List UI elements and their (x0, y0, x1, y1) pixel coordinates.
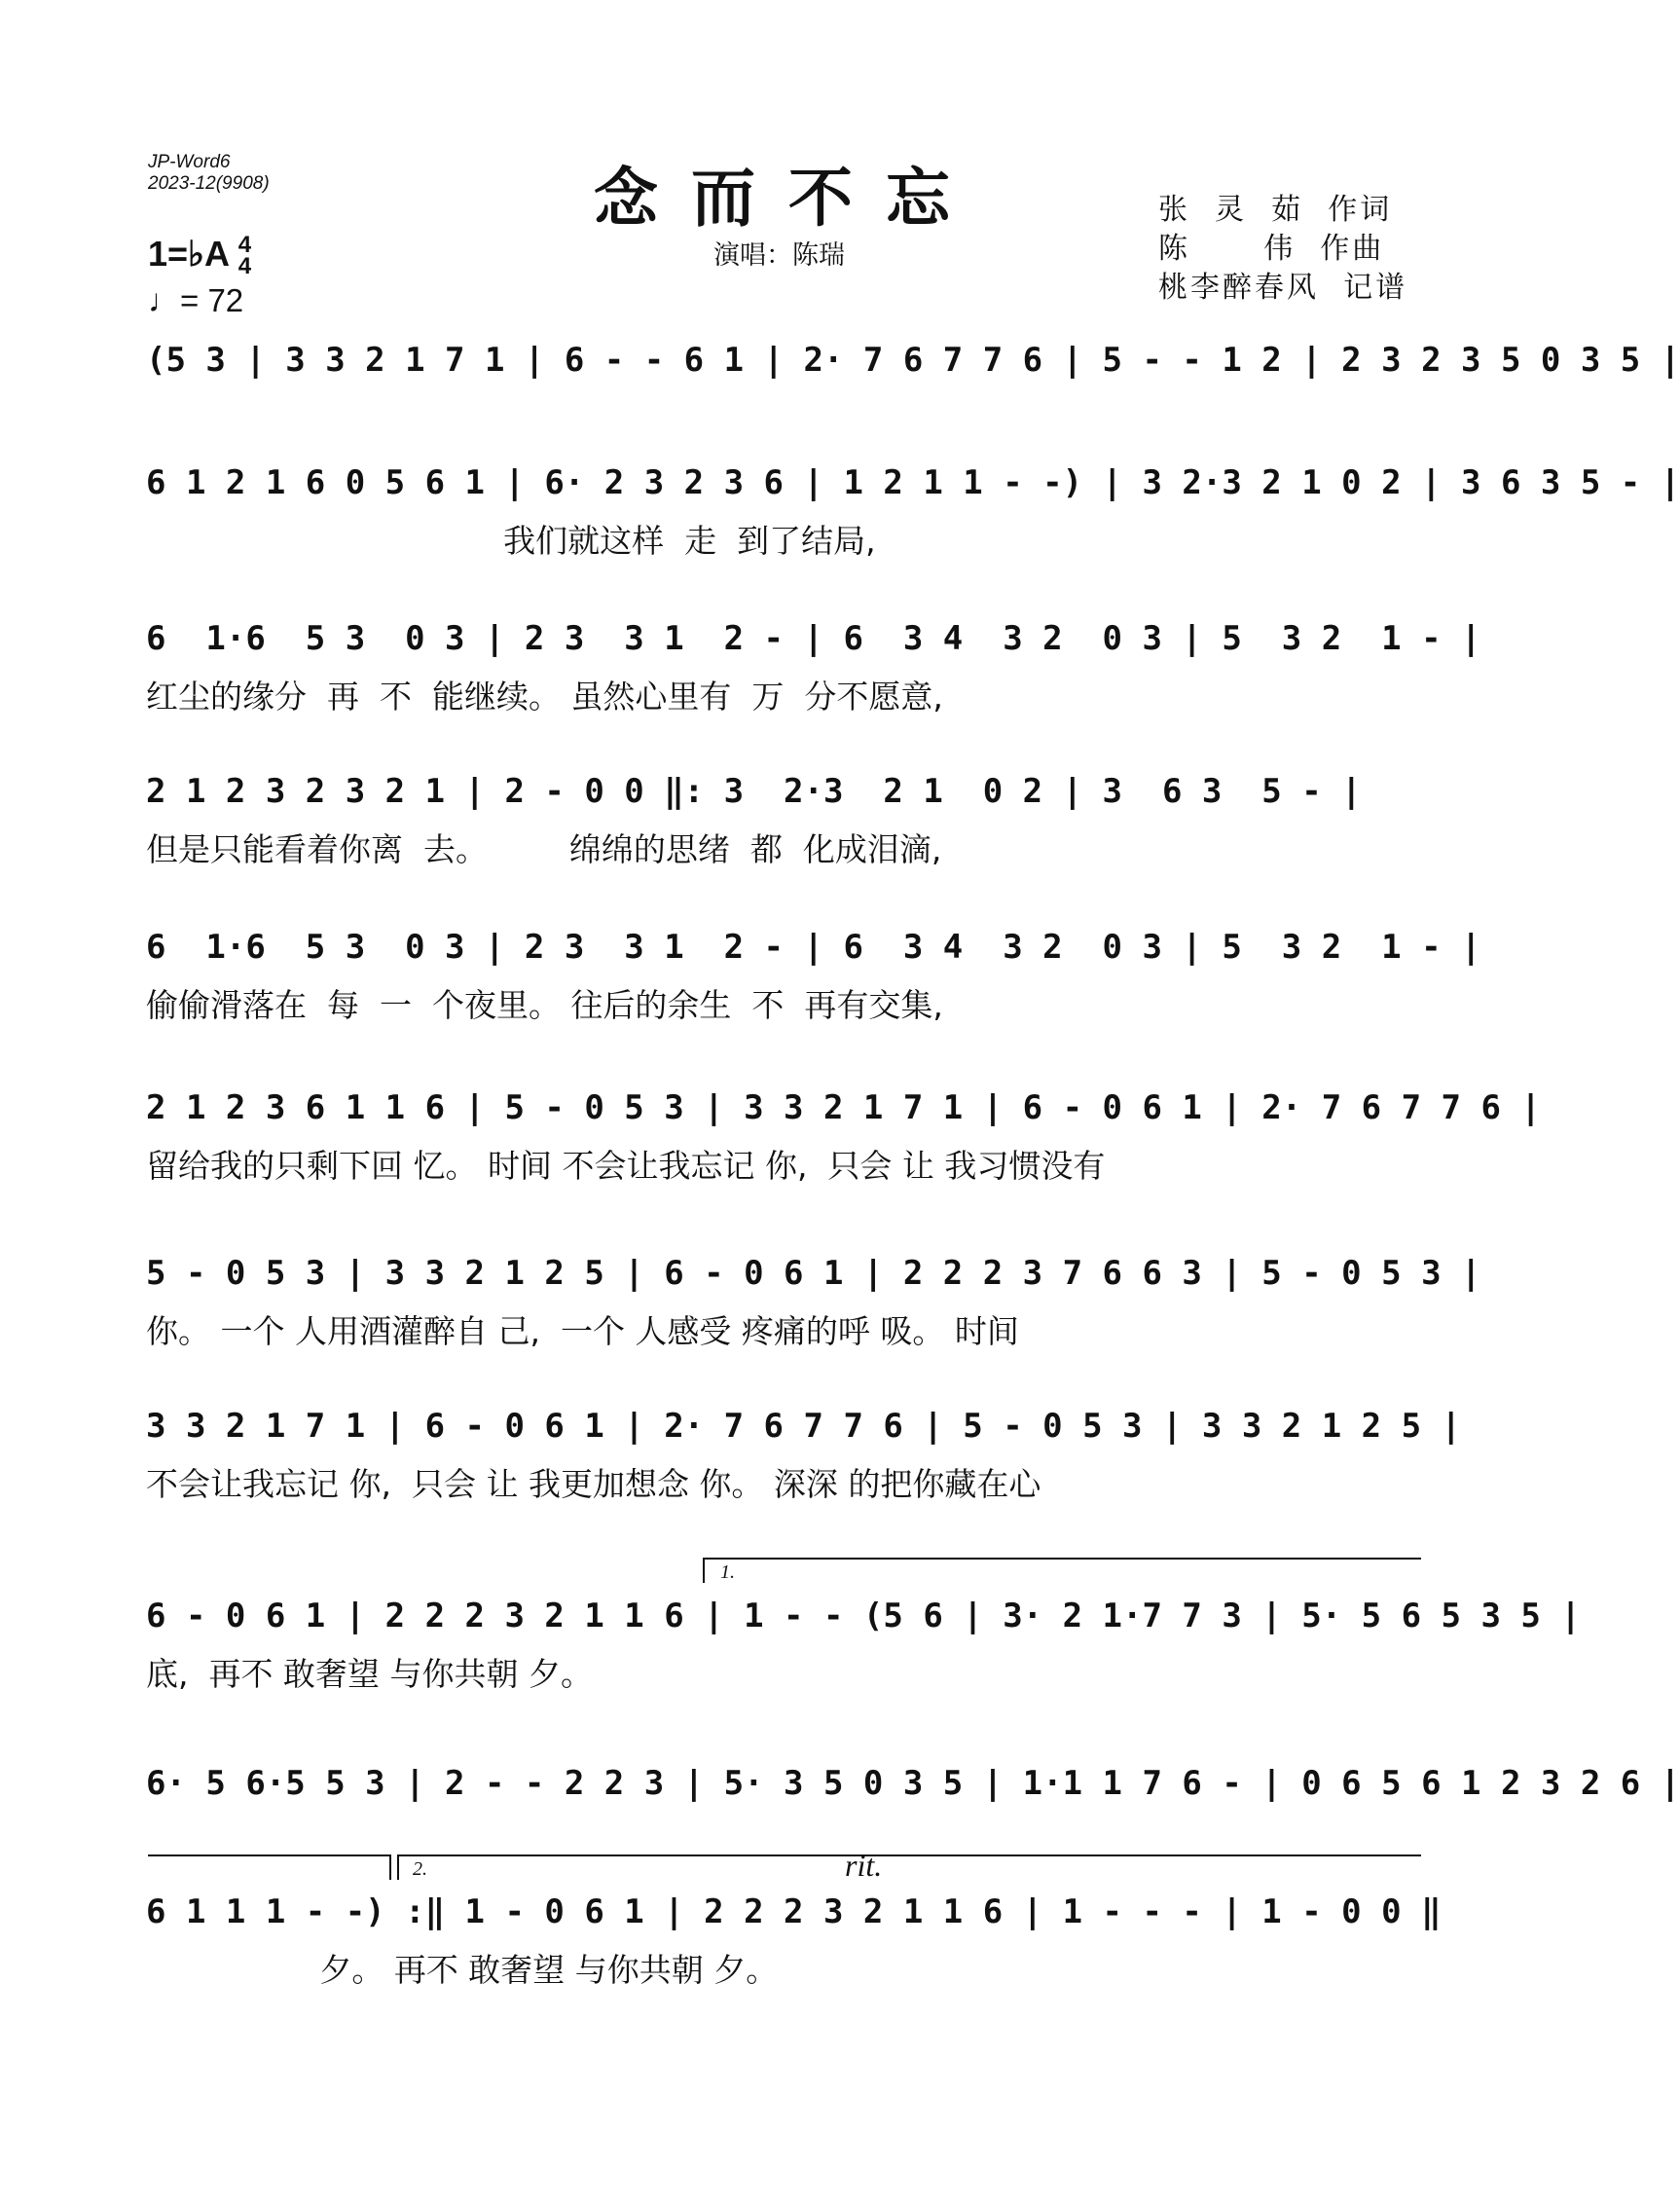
notes-row-7: 5 - 0 5 3 | 3 3 2 1 2 5 | 6 - 0 6 1 | 2 2 2 3 7 6 6 3 | 5 - 0 5 3 | (146, 1254, 1481, 1293)
time-top: 4 (237, 232, 252, 259)
notes-row-4: 2 1 2 3 2 3 2 1 | 2 - 0 0 ‖: 3 2·3 2 1 0 2 | 3 6 3 5 - | (146, 772, 1362, 811)
lyrics-row-3: 红尘的缘分 再 不 能继续。 虽然心里有 万 分不愿意, (146, 678, 943, 716)
time-bottom: 4 (237, 253, 252, 280)
software-label: JP-Word6 (148, 152, 231, 172)
tempo-mark: ♩= 72 (148, 282, 244, 318)
singer: 演唱：陈瑞 (713, 240, 845, 271)
lyrics-row-4: 但是只能看着你离 去。 绵绵的思绪 都 化成泪滴, (146, 830, 942, 868)
notes-row-10: 6· 5 6·5 5 3 | 2 - - 2 2 3 | 5· 3 5 0 3 5 | 1·1 1 7 6 - | 0 6 5 6 1 2 3 2 6 | (146, 1764, 1680, 1803)
volta-2-tick (397, 1854, 399, 1880)
version-label: 2023-12(9908) (148, 173, 270, 194)
notes-row-6: 2 1 2 3 6 1 1 6 | 5 - 0 5 3 | 3 3 2 1 7 1 | 6 - 0 6 1 | 2· 7 6 7 7 6 | (146, 1088, 1541, 1127)
composer: 陈 伟 作曲 (1158, 232, 1385, 266)
lyrics-row-5: 偷偷滑落在 每 一 个夜里。 往后的余生 不 再有交集, (146, 986, 943, 1024)
volta-1-line (703, 1558, 1421, 1560)
lyrics-row-6: 留给我的只剩下回 忆。 时间 不会让我忘记 你, 只会 让 我习惯没有 (146, 1147, 1106, 1185)
ritardando-mark: rit. (845, 1848, 883, 1883)
notes-row-5: 6 1·6 5 3 0 3 | 2 3 3 1 2 - | 6 3 4 3 2 0 3 | 5 3 2 1 - | (146, 928, 1481, 967)
key-label: 1=♭A (148, 234, 229, 274)
lyrics-row-8: 不会让我忘记 你, 只会 让 我更加想念 你。 深深 的把你藏在心 (146, 1465, 1041, 1503)
lyricist: 张 灵 茹 作词 (1158, 193, 1393, 227)
key-signature (148, 232, 252, 280)
lyrics-row-2: 我们就这样 走 到了结局, (146, 522, 876, 560)
notes-row-1: (5 3 | 3 3 2 1 7 1 | 6 - - 6 1 | 2· 7 6 7 7 6 | 5 - - 1 2 | 2 3 2 3 5 0 3 5 | (146, 341, 1680, 380)
lyrics-row-11: 夕。 再不 敢奢望 与你共朝 夕。 (146, 1951, 779, 1989)
notes-row-9: 6 - 0 6 1 | 2 2 2 3 2 1 1 6 | 1 - - (5 6 | 3· 2 1·7 7 3 | 5· 5 6 5 3 5 | (146, 1597, 1581, 1635)
volta-2-line (397, 1854, 1421, 1856)
volta-1b-tick (389, 1854, 391, 1880)
notes-row-11: 6 1 1 1 - -) :‖ 1 - 0 6 1 | 2 2 2 3 2 1 1 6 | 1 - - - | 1 - 0 0 ‖ (146, 1892, 1442, 1931)
time-signature (237, 232, 252, 280)
notes-row-3: 6 1·6 5 3 0 3 | 2 3 3 1 2 - | 6 3 4 3 2 0 3 | 5 3 2 1 - | (146, 619, 1481, 658)
volta-1-label: 1. (720, 1561, 735, 1583)
transcriber: 桃李醉春风 记谱 (1158, 271, 1408, 305)
volta-1-tick (703, 1558, 705, 1583)
volta-2-label: 2. (413, 1858, 427, 1880)
page-title: 念而不忘 (594, 160, 983, 236)
lyrics-row-7: 你。 一个 人用酒灌醉自 己, 一个 人感受 疼痛的呼 吸。 时间 (146, 1312, 1019, 1350)
volta-1b-line (148, 1854, 389, 1856)
notes-row-8: 3 3 2 1 7 1 | 6 - 0 6 1 | 2· 7 6 7 7 6 | 5 - 0 5 3 | 3 3 2 1 2 5 | (146, 1407, 1462, 1446)
lyrics-row-9: 底, 再不 敢奢望 与你共朝 夕。 (146, 1655, 593, 1693)
notes-row-2: 6 1 2 1 6 0 5 6 1 | 6· 2 3 2 3 6 | 1 2 1 1 - -) | 3 2·3 2 1 0 2 | 3 6 3 5 - | (146, 463, 1680, 502)
